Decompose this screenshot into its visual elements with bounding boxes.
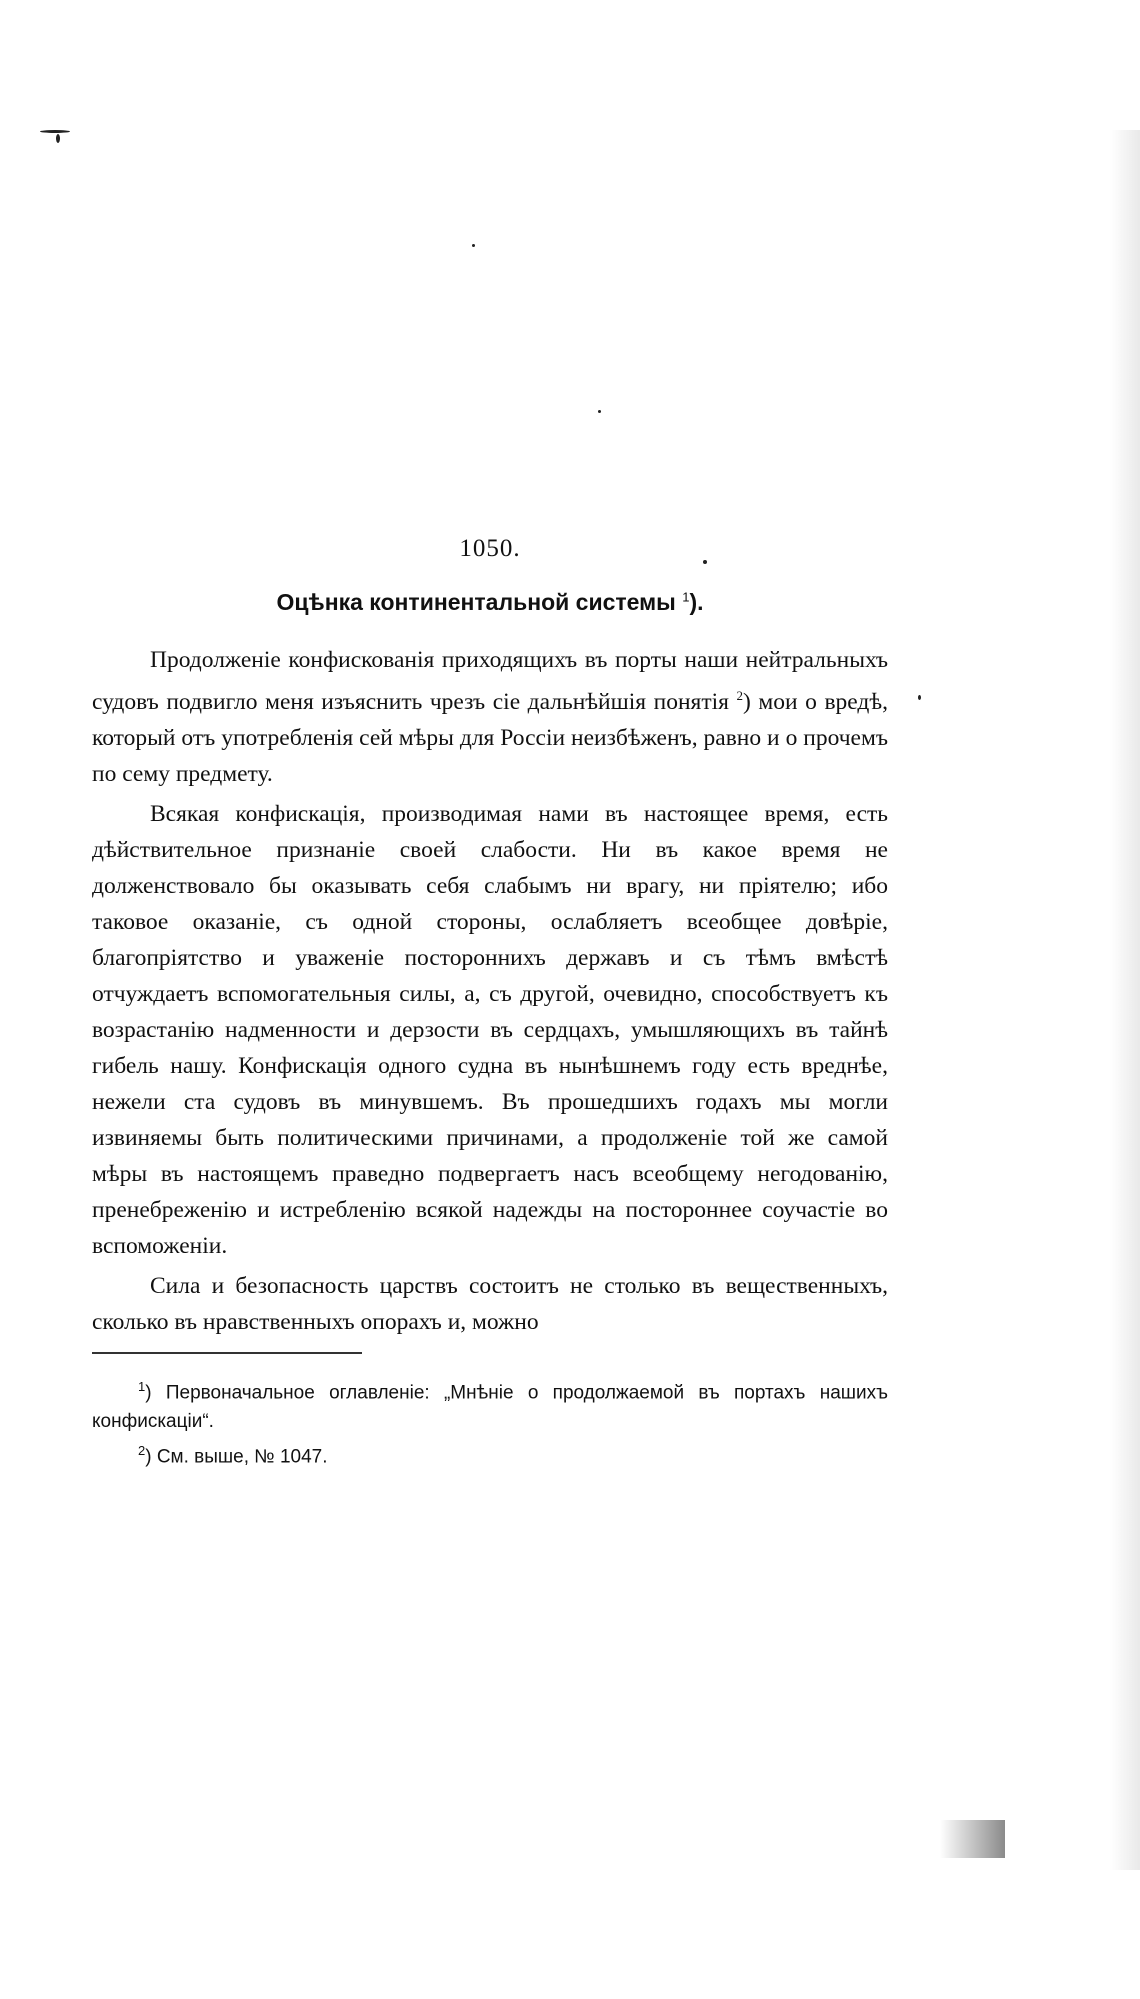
footnote-marker: 1: [138, 1378, 146, 1394]
scan-corner-shadow: [940, 1820, 1005, 1858]
paragraph-1-part-b: ) мои о вредѣ, который отъ употребленія сей мѣры для Россіи неизбѣженъ, равно и о прочемъ по сему предмету.: [92, 688, 888, 787]
footnote-text: ) См. выше, № 1047.: [145, 1446, 328, 1468]
page-content: [92, 535, 888, 1471]
footnote-marker: 2: [138, 1443, 146, 1459]
page-edge-shadow: [1110, 130, 1140, 1870]
footnotes: [92, 1372, 888, 1472]
paragraph-2: Всякая конфискація, производимая нами въ настоящее время, есть дѣйствительное признаніе своей слабости. Ни въ какое время не долженствовало бы оказывать себя слабымъ ни врагу, ни пріятелю; ибо таковое оказаніе, съ одной стороны, ослабляетъ всеобщее довѣріе, благопріятство и уваженіе постороннихъ державъ и съ тѣмъ вмѣстѣ отчуждаетъ вспомогательныя силы, а, съ другой, очевидно, способствуетъ къ возрастанію надменности и дерзости въ сердцахъ, умышляющихъ въ тайнѣ гибель нашу. Конфискація одного судна въ нынѣшнемъ году есть вреднѣе, нежели ста судовъ въ минувшемъ. Въ прошедшихъ годахъ мы могли извиняемы быть политическими причинами, а продолженіе той же самой мѣры въ настоящемъ праведно подвергаетъ насъ всеобщему негодованію, пренебреженію и истребленію всякой надежды на постороннее соучастіе во вспоможеніи.: [92, 800, 888, 1259]
document-number: 1050.: [459, 535, 521, 562]
title-end: ).: [689, 589, 704, 615]
scan-speck: [472, 244, 475, 247]
title-footnote-ref: 1: [682, 589, 690, 605]
scan-speck: [598, 410, 601, 413]
paragraph-1: [92, 642, 888, 792]
title-text: Оцѣнка континентальной системы: [276, 589, 676, 615]
footnote-2: [92, 1436, 888, 1471]
footnote-ref-2: 2: [736, 688, 743, 703]
paragraph-3: Сила и безопасность царствъ состоитъ не столько въ вещественныхъ, сколько въ нравственныхъ опорахъ и, можно: [92, 1272, 888, 1335]
footnote-divider: [92, 1352, 362, 1354]
document-title: [92, 589, 888, 616]
footnote-1: [92, 1372, 888, 1436]
scan-speck: [918, 695, 921, 700]
scan-speck: [40, 130, 70, 133]
scan-speck: [56, 134, 60, 143]
paragraph-1-part-a: Продолженіе конфискованія приходящихъ въ порты наши нейтральныхъ судовъ подвигло меня изъяснить чрезъ сіе дальнѣйшія понятія: [92, 647, 888, 715]
footnote-text: ) Первоначальное оглавленіе: „Мнѣніе о продолжаемой въ портахъ нашихъ конфискаціи“.: [92, 1382, 888, 1433]
